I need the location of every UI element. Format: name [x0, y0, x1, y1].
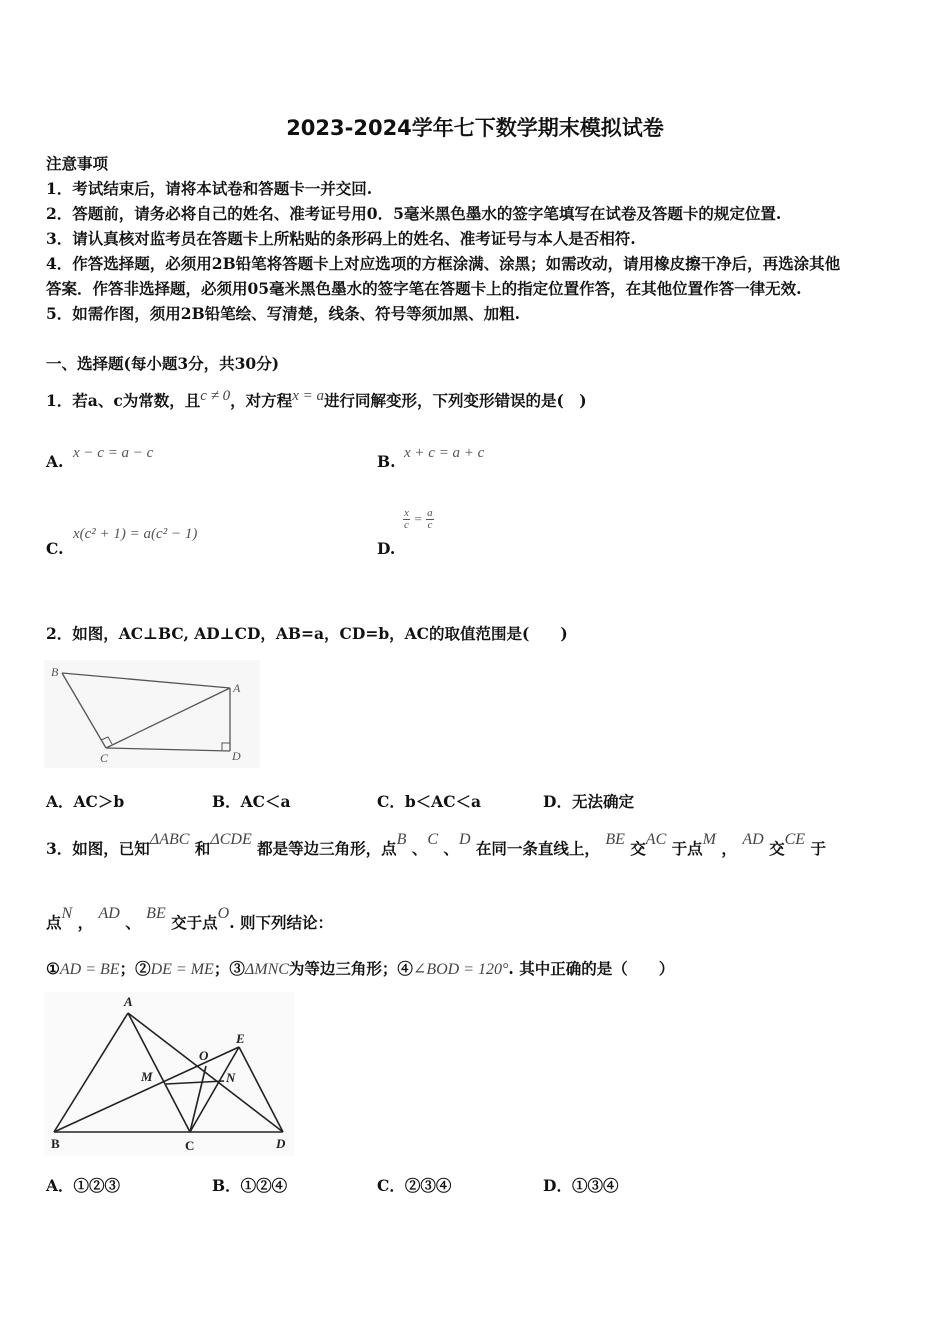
q1-d-frac-left: $\frac{x}{c}$ [404, 507, 409, 531]
q3-conclusion-1: AD = BE [59, 961, 120, 978]
q3-text-3: 都是等边三角形，点 [257, 839, 397, 858]
q1-option-a-math: x − c = a − c [73, 445, 154, 461]
q3-math-ce: CE [784, 831, 806, 848]
q1-option-d-math [403, 508, 434, 531]
q3-conclusion-3: ΔMNC [244, 961, 289, 978]
q2-option-d: D．无法确定 [543, 792, 634, 811]
q3-math-cde: ΔCDE [210, 831, 252, 848]
q2-label-c: C [100, 751, 109, 765]
q1-text-2: ，对方程 [230, 391, 293, 410]
q3-text-end: . 其中正确的是（ ） [508, 959, 675, 978]
q3-math-m: M [702, 831, 716, 848]
q3-text-6: 在同一条直线上， [475, 839, 600, 858]
q3-math-ac: AC [645, 831, 667, 848]
q3-text-1: 3．如图，已知 [46, 839, 150, 858]
q2-label-b: B [51, 665, 59, 679]
q1-option-c-label: C. [46, 539, 64, 558]
notice-item-1: 1．考试结束后，请将本试卷和答题卡一并交回. [46, 179, 373, 198]
q3-l2-text-1: 点 [46, 913, 62, 932]
q3-text-9: ， [721, 839, 737, 858]
notice-item-4: 4．作答选择题，必须用2B铅笔将答题卡上对应选项的方框涂满、涂黑；如需改动，请用橡皮擦干净后，再选涂其他 [46, 254, 841, 273]
q3-math-abc: ΔABC [149, 831, 190, 848]
q3-circle-4: 为等边三角形；④ [288, 959, 413, 978]
q3-text-8: 于点 [671, 839, 703, 858]
question-2-stem: 2．如图，AC⊥BC, AD⊥CD，AB=a，CD=b，AC的取值范围是( ) [46, 624, 568, 643]
q3-l2-text-4: 交于点 [171, 913, 218, 932]
question-3-stem-line-1 [46, 831, 826, 859]
q3-conclusion-2: DE = ME [150, 961, 214, 978]
q3-text-4: 、 [411, 839, 428, 858]
q2-label-d: D [232, 749, 241, 763]
q3-label-m: M [141, 1069, 153, 1084]
q1-math-1: c ≠ 0 [200, 388, 231, 404]
q2-figure-bg [44, 660, 260, 768]
q3-option-b: B．①②④ [212, 1176, 288, 1195]
notice-item-5: 5．如需作图，须用2B铅笔绘、写清楚，线条、符号等须加黑、加粗. [46, 304, 521, 323]
q3-text-7: 交 [630, 839, 646, 858]
q1-d-frac-right: $\frac{a}{c}$ [427, 507, 433, 531]
q1-option-b-math: x + c = a + c [404, 445, 485, 461]
q3-math-b: B [396, 831, 407, 848]
q3-circle-1: ① [46, 959, 60, 978]
notice-item-3: 3．请认真核对监考员在答题卡上所粘贴的条形码上的姓名、准考证号与本人是否相符. [46, 229, 636, 248]
question-1-stem [46, 389, 587, 411]
q3-text-2: 和 [194, 839, 211, 858]
q3-math-c: C [427, 831, 439, 848]
section-heading: 一、选择题(每小题3分，共30分) [46, 354, 280, 373]
notice-heading: 注意事项 [46, 154, 109, 173]
q3-option-a: A．①②③ [46, 1176, 121, 1195]
q3-label-b: B [51, 1136, 60, 1151]
q3-math-o: O [217, 905, 230, 922]
q3-label-e: E [236, 1031, 245, 1046]
q3-label-o: O [199, 1048, 209, 1063]
q3-l2-math-be: BE [146, 905, 166, 922]
q1-option-d-label: D. [377, 539, 396, 558]
q2-option-b: B．AC＜a [212, 792, 291, 811]
q3-math-ad: AD [742, 831, 764, 848]
q1-text-1: 1．若a、c为常数，且 [46, 391, 201, 410]
q1-option-c-math: x(c² + 1) = a(c² − 1) [73, 526, 198, 542]
q3-math-n: N [61, 905, 73, 922]
page-title: 2023-2024学年七下数学期末模拟试卷 [286, 116, 664, 140]
q2-option-c: C．b＜AC＜a [377, 792, 482, 811]
q3-label-d: D [276, 1136, 286, 1151]
q3-label-a: A [124, 994, 133, 1009]
q3-label-n: N [226, 1070, 236, 1085]
q3-circle-3: ；③ [213, 959, 245, 978]
q2-figure [44, 660, 260, 768]
q2-label-a: A [233, 681, 241, 695]
q3-option-d: D．①③④ [543, 1176, 619, 1195]
q1-option-b-label: B. [377, 452, 396, 471]
question-3-stem-line-2 [46, 905, 333, 933]
notice-item-4-cont: 答案．作答非选择题，必须用05毫米黑色墨水的签字笔在答题卡上的指定位置作答，在其他位置作答一律无效. [46, 279, 802, 298]
q3-l2-text-3: 、 [125, 913, 141, 932]
q3-conclusion-4: ∠BOD = 120° [412, 961, 509, 978]
q1-d-equals: = [413, 510, 423, 526]
question-3-conclusions [46, 957, 674, 979]
q3-option-c: C．②③④ [377, 1176, 452, 1195]
q3-circle-2: ；② [119, 959, 151, 978]
q3-l2-text-2: ， [77, 913, 94, 932]
notice-item-2: 2．答题前，请务必将自己的姓名、准考证号用0．5毫米黑色墨水的签字笔填写在试卷及答题卡的规定位置. [46, 204, 782, 223]
q3-figure [44, 992, 294, 1156]
q3-text-10: 交 [769, 839, 785, 858]
q1-option-a-label: A. [46, 452, 64, 471]
q3-label-c: C [185, 1138, 195, 1153]
q3-l2-text-5: . 则下列结论： [229, 913, 333, 932]
q3-math-be: BE [605, 831, 625, 848]
q3-text-11: 于 [810, 839, 826, 858]
q3-text-5: 、 [443, 839, 459, 858]
q1-math-2: x = a [292, 388, 324, 404]
q1-text-3: 进行同解变形，下列变形错误的是( ) [323, 391, 587, 410]
q3-l2-math-ad: AD [98, 905, 120, 922]
q2-option-a: A．AC＞b [46, 792, 125, 811]
q3-math-d: D [458, 831, 471, 848]
